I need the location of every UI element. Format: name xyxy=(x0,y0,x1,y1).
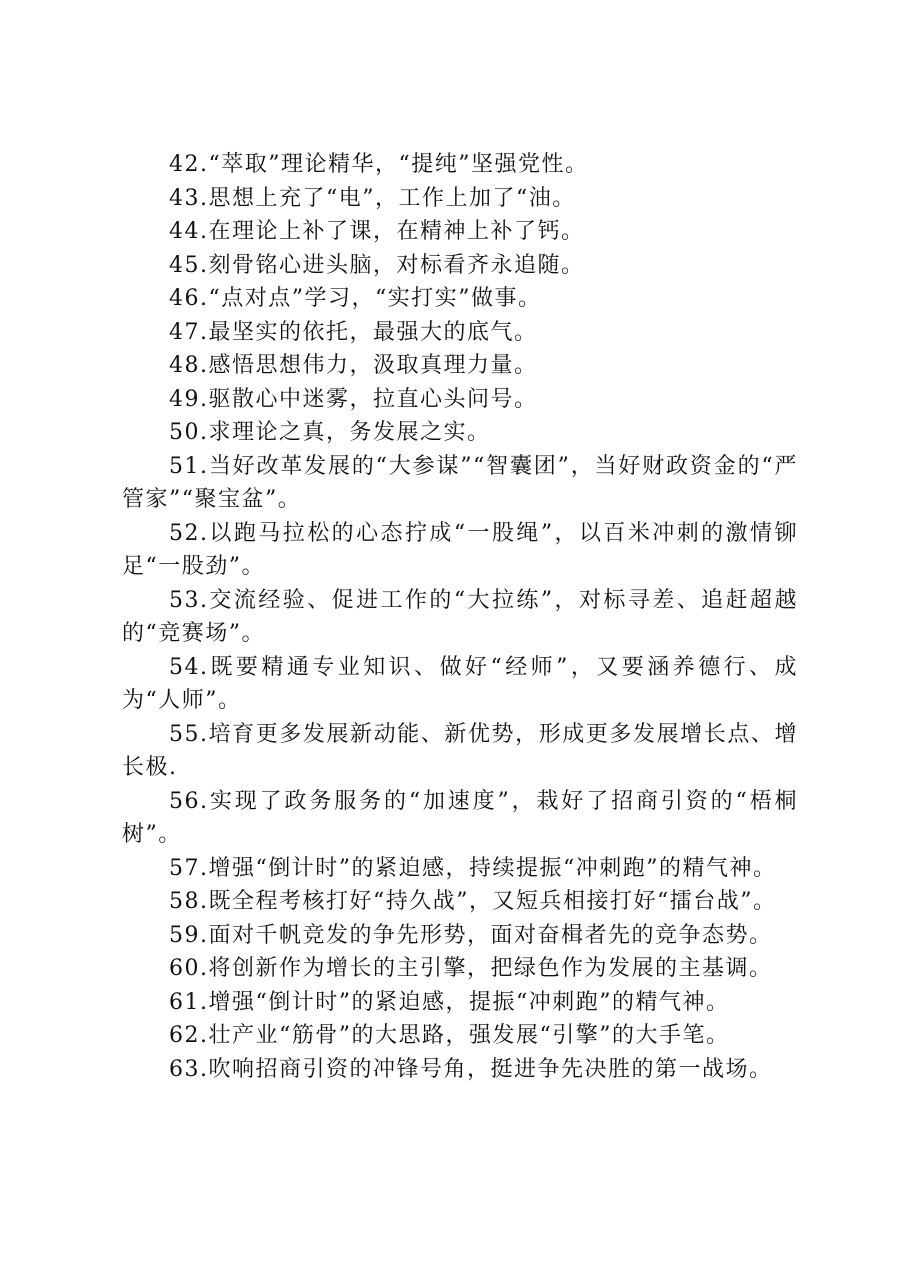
paragraph: 44.在理论上补了课，在精神上补了钙。 xyxy=(169,219,585,244)
paragraph: 58.既全程考核打好“持久战”，又短兵相接打好“擂台战”。 xyxy=(169,889,777,914)
paragraph: 62.壮产业“筋骨”的大思路，强发展“引擎”的大手笔。 xyxy=(169,1023,730,1048)
paragraph: 60.将创新作为增长的主引擎，把绿色作为发展的主基调。 xyxy=(169,956,773,981)
paragraph: 47.最坚实的依托，最强大的底气。 xyxy=(169,319,538,345)
paragraph: 59.面对千帆竞发的争先形势，面对奋楫者先的竞争态势。 xyxy=(169,922,773,948)
paragraph: 52.以跑马拉松的心态拧成“一股绳”，以百米冲刺的激情铆足“一股劲”。 xyxy=(122,520,798,579)
paragraph: 54.既要精通专业知识、做好“经师”，又要涵养德行、成为“人师”。 xyxy=(122,654,798,713)
paragraph: 63.吹响招商引资的冲锋号角，挺进争先决胜的第一战场。 xyxy=(169,1056,773,1082)
paragraph: 51.当好改革发展的“大参谋”“智囊团”，当好财政资金的“严管家”“聚宝盆”。 xyxy=(122,453,798,512)
paragraph: 42.“萃取”理论精华，“提纯”坚强党性。 xyxy=(169,152,589,177)
paragraph: 46.“点对点”学习，“实打实”做事。 xyxy=(169,286,542,311)
paragraph: 43.思想上充了“电”，工作上加了“油。 xyxy=(169,185,576,211)
paragraph: 49.驱散心中迷雾，拉直心头问号。 xyxy=(169,386,538,412)
paragraph: 45.刻骨铭心进头脑，对标看齐永追随。 xyxy=(169,252,585,278)
paragraph: 55.培育更多发展新动能、新优势，形成更多发展增长点、增长极. xyxy=(122,721,798,780)
paragraph: 61.增强“倒计时”的紧迫感，提振“冲刺跑”的精气神。 xyxy=(169,989,730,1015)
paragraph: 53.交流经验、促进工作的“大拉练”，对标寻差、追赶超越的“竞赛场”。 xyxy=(122,587,798,646)
paragraph: 57.增强“倒计时”的紧迫感，持续提振“冲刺跑”的精气神。 xyxy=(169,855,777,881)
document-body xyxy=(122,148,798,1086)
paragraph: 56.实现了政务服务的“加速度”，栽好了招商引资的“梧桐树”。 xyxy=(122,788,798,847)
paragraph: 48.感悟思想伟力，汲取真理力量。 xyxy=(169,353,538,378)
paragraph: 50.求理论之真，务发展之实。 xyxy=(169,420,491,445)
